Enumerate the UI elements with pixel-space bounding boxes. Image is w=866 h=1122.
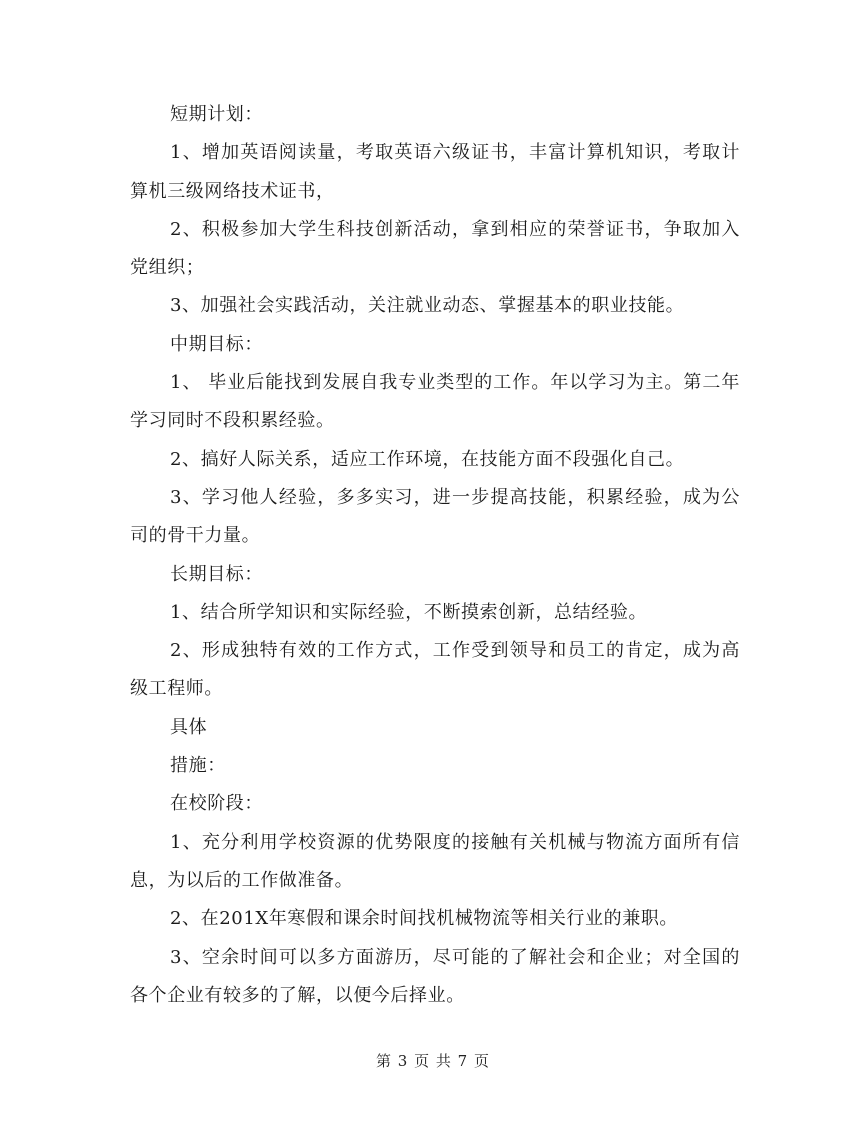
paragraph-at-school-3: 3、空余时间可以多方面游历，尽可能的了解社会和企业；对全国的各个企业有较多的了解，以便今后择业。	[130, 946, 740, 1006]
section-heading-mid-term: 中期目标：	[170, 333, 263, 355]
paragraph-short-term-1: 1、增加英语阅读量，考取英语六级证书，丰富计算机知识，考取计算机三级网络技术证书，	[130, 142, 740, 202]
paragraph-short-term-2: 2、积极参加大学生科技创新活动，拿到相应的荣誉证书，争取加入党组织；	[130, 218, 740, 279]
paragraph-at-school-2: 2、在201X年寒假和课余时间找机械物流等相关行业的兼职。	[170, 908, 679, 930]
section-heading-long-term: 长期目标：	[170, 563, 263, 585]
paragraph-long-term-2: 2、形成独特有效的工作方式，工作受到领导和员工的肯定，成为高级工程师。	[130, 640, 740, 700]
paragraph-long-term-1: 1、结合所学知识和实际经验，不断摸索创新，总结经验。	[170, 601, 648, 623]
paragraph-short-term-3: 3、加强社会实践活动，关注就业动态、掌握基本的职业技能。	[170, 295, 685, 317]
paragraph-mid-term-2: 2、搞好人际关系，适应工作环境，在技能方面不段强化自己。	[170, 448, 685, 470]
section-heading-measures: 措施：	[170, 755, 226, 777]
section-heading-at-school: 在校阶段：	[170, 793, 263, 815]
section-heading-specific: 具体	[170, 716, 208, 738]
paragraph-mid-term-1: 1、 毕业后能找到发展自我专业类型的工作。年以学习为主。第二年学习同时不段积累经验。	[130, 372, 740, 432]
section-heading-short-term: 短期计划：	[170, 104, 263, 125]
paragraph-mid-term-3: 3、学习他人经验，多多实习，进一步提高技能，积累经验，成为公司的骨干力量。	[130, 486, 740, 547]
paragraph-at-school-1: 1、充分利用学校资源的优势限度的接触有关机械与物流方面所有信息，为以后的工作做准备。	[130, 831, 740, 891]
page-number-footer: 第 3 页 共 7 页	[376, 1052, 490, 1070]
document-body	[130, 96, 740, 1015]
